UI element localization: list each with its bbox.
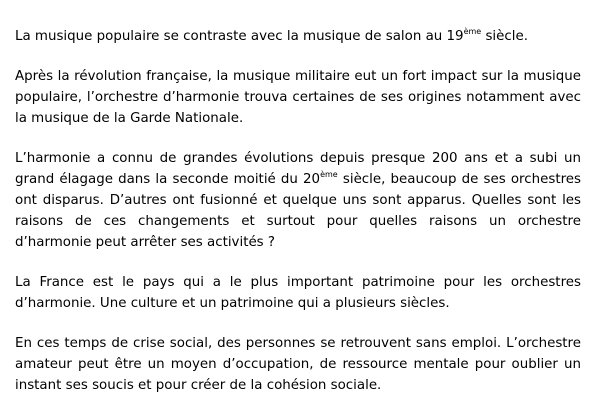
superscript-eme: ème [320, 169, 338, 179]
paragraph-4: La France est le pays qui a le plus important patrimoine pour les orchestres d’harmonie. Une culture et un patrimoine qui a plusieurs siècles. [15, 275, 581, 311]
superscript-eme: ème [463, 26, 482, 36]
paragraph-1 [15, 26, 581, 47]
paragraph-3 [15, 148, 581, 253]
paragraph-1-text: La musique populaire se contraste avec la musique de salon au 19 [15, 29, 464, 44]
document-body [15, 26, 581, 396]
paragraph-1-text-end: siècle. [481, 29, 528, 44]
paragraph-2: Après la révolution française, la musique militaire eut un fort impact sur la musique populaire, l’orchestre d’harmonie trouva certaines de ses origines notamment avec la musique de la Garde Nationale. [15, 69, 581, 126]
paragraph-3-text-end: siècle, beaucoup de ses orchestres ont disparus. D’autres ont fusionné et quelque uns sont apparus. Quelles sont les raisons de ces changements et surtout pour quelles raisons un orchestre d’harmonie peut arrêter ses activités ? [15, 172, 582, 250]
paragraph-5: En ces temps de crise social, des personnes se retrouvent sans emploi. L’orchestre amateur peut être un moyen d’occupation, de ressource mentale pour oublier un instant ses soucis et pour créer de la cohésion sociale. [15, 336, 581, 393]
paragraph-3-text: L’harmonie a connu de grandes évolutions depuis presque 200 ans et a subi un grand élagage dans la seconde moitié du 20 [15, 151, 581, 187]
